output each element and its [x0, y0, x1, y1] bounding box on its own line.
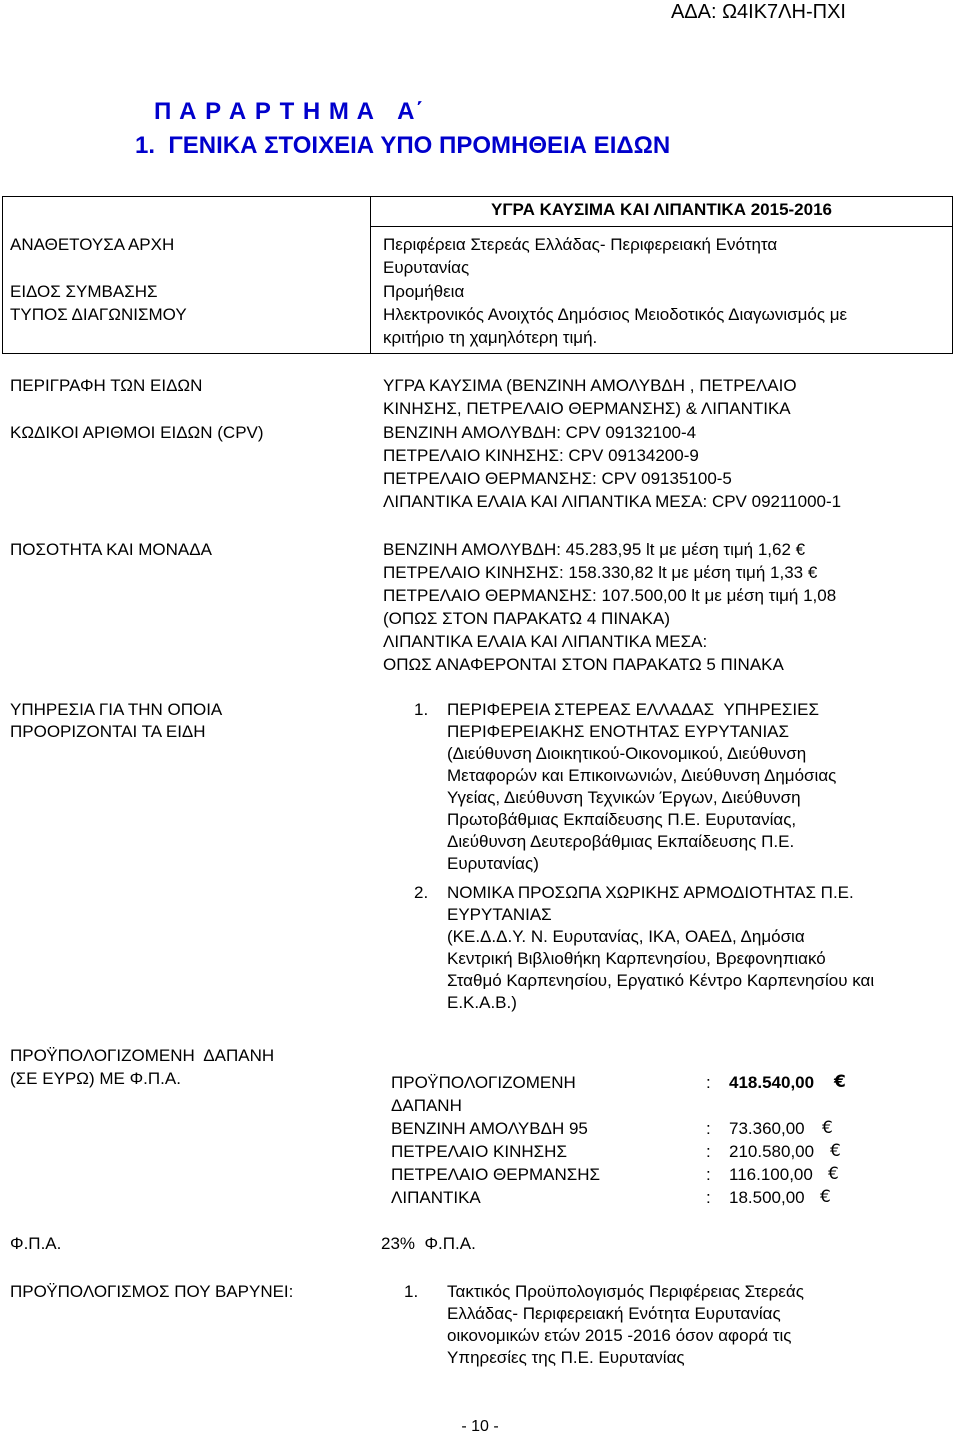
- service-item-2-line: Ε.Κ.Α.Β.): [447, 993, 517, 1012]
- budget-label-line-1: ΠΡΟΫΠΟΛΟΓΙΖΟΜΕΝΗ ΔΑΠΑΝΗ: [10, 1046, 275, 1065]
- service-item-1-line: ΠΕΡΙΦΕΡΕΙΑΚΗΣ ΕΝΟΤΗΤΑΣ ΕΥΡΥΤΑΝΙΑΣ: [447, 722, 790, 741]
- budget-total-colon: :: [706, 1073, 711, 1092]
- service-item-1-line: Διεύθυνση Δευτεροβάθμιας Εκπαίδευσης Π.Ε.: [447, 832, 795, 851]
- quantity-line-6: ΟΠΩΣ ΑΝΑΦΕΡΟΝΤΑΙ ΣΤΟΝ ΠΑΡΑΚΑΤΩ 5 ΠΙΝΑΚΑ: [383, 655, 784, 674]
- budget-row-petrol-colon: :: [706, 1119, 711, 1138]
- euro-icon: €: [828, 1164, 839, 1184]
- budget-row-petrol-name: ΒΕΝΖΙΝΗ ΑΜΟΛΥΒΔΗ 95: [391, 1119, 588, 1138]
- service-item-2-number: 2.: [414, 883, 429, 902]
- budget-row-diesel-colon: :: [706, 1142, 711, 1161]
- description-line-1: ΥΓΡΑ ΚΑΥΣΙΜΑ (ΒΕΝΖΙΝΗ ΑΜΟΛΥΒΔΗ , ΠΕΤΡΕΛΑΙΟ: [383, 376, 797, 395]
- contract-type-value: Προμήθεια: [383, 282, 465, 301]
- budget-row-heating-colon: :: [706, 1165, 711, 1184]
- service-item-1-number: 1.: [414, 700, 429, 719]
- contracting-authority-line-2: Ευρυτανίας: [383, 258, 470, 277]
- box-title-rule: [370, 226, 953, 227]
- service-item-1-line: ΠΕΡΙΦΕΡΕΙΑ ΣΤΕΡΕΑΣ ΕΛΛΑΔΑΣ ΥΠΗΡΕΣΙΕΣ: [447, 700, 819, 719]
- service-item-2-line: (ΚΕ.Δ.Δ.Υ. Ν. Ευρυτανίας, ΙΚΑ, ΟΑΕΔ, Δημόσια: [447, 927, 805, 946]
- euro-icon: €: [834, 1072, 846, 1092]
- section-heading: 1. ΓΕΝΙΚΑ ΣΤΟΙΧΕΙΑ ΥΠΟ ΠΡΟΜΗΘΕΙΑ ΕΙΔΩΝ: [135, 132, 671, 159]
- cpv-line-2: ΠΕΤΡΕΛΑΙΟ ΚΙΝΗΣΗΣ: CPV 09134200-9: [383, 446, 699, 465]
- cpv-line-3: ΠΕΤΡΕΛΑΙΟ ΘΕΡΜΑΝΣΗΣ: CPV 09135100-5: [383, 469, 732, 488]
- box-title: ΥΓΡΑ ΚΑΥΣΙΜΑ ΚΑΙ ΛΙΠΑΝΤΙΚΑ 2015-2016: [490, 200, 832, 219]
- quantity-line-5: ΛΙΠΑΝΤΙΚΑ ΕΛΑΙΑ ΚΑΙ ΛΙΠΑΝΤΙΚΑ ΜΕΣΑ:: [383, 632, 708, 651]
- euro-icon: €: [822, 1118, 833, 1138]
- burden-line: Ελλάδας- Περιφερειακή Ενότητα Ευρυτανίας: [447, 1304, 781, 1323]
- quantity-line-2: ΠΕΤΡΕΛΑΙΟ ΚΙΝΗΣΗΣ: 158.330,82 lt με μέση τιμή 1,33 €: [383, 563, 818, 582]
- quantity-line-1: ΒΕΝΖΙΝΗ ΑΜΟΛΥΒΔΗ: 45.283,95 lt με μέση τιμή 1,62 €: [383, 540, 806, 559]
- description-label: ΠΕΡΙΓΡΑΦΗ ΤΩΝ ΕΙΔΩΝ: [10, 376, 203, 395]
- tender-type-label: ΤΥΠΟΣ ΔΙΑΓΩΝΙΣΜΟΥ: [10, 305, 187, 324]
- service-item-2-line: Κεντρική Βιβλιοθήκη Καρπενησίου, Βρεφονηπιακό: [447, 949, 826, 968]
- cpv-line-1: ΒΕΝΖΙΝΗ ΑΜΟΛΥΒΔΗ: CPV 09132100-4: [383, 423, 697, 442]
- burden-line: οικονομικών ετών 2015 -2016 όσον αφορά τις: [447, 1326, 792, 1345]
- service-item-1-line: (Διεύθυνση Διοικητικού-Οικονομικού, Διεύθυνση: [447, 744, 807, 763]
- burden-line: Υπηρεσίες της Π.Ε. Ευρυτανίας: [447, 1348, 685, 1367]
- service-item-1-line: Πρωτοβάθμιας Εκπαίδευσης Π.Ε. Ευρυτανίας,: [447, 810, 797, 829]
- quantity-line-3: ΠΕΤΡΕΛΑΙΟ ΘΕΡΜΑΝΣΗΣ: 107.500,00 lt με μέση τιμή 1,08: [383, 586, 837, 605]
- service-item-2: [447, 882, 874, 1014]
- service-item-1: [447, 699, 836, 875]
- service-item-1-line: Μεταφορών και Επικοινωνιών, Διεύθυνση Δημόσιας: [447, 766, 837, 785]
- service-item-1-line: Υγείας, Διεύθυνση Τεχνικών Έργων, Διεύθυνση: [447, 788, 801, 807]
- euro-icon: €: [830, 1141, 841, 1161]
- contracting-authority-label: ΑΝΑΘΕΤΟΥΣΑ ΑΡΧΗ: [10, 235, 175, 254]
- burden-item: [447, 1281, 804, 1369]
- burden-line: Τακτικός Προϋπολογισμός Περιφέρειας Στερεάς: [447, 1282, 804, 1301]
- service-item-2-line: ΕΥΡΥΤΑΝΙΑΣ: [447, 905, 552, 924]
- budget-row-diesel-amount: 210.580,00: [729, 1142, 815, 1161]
- vat-value: 23% Φ.Π.Α.: [381, 1234, 476, 1253]
- tender-type-line-2: κριτήριο τη χαμηλότερη τιμή.: [383, 328, 598, 347]
- budget-row-heating-amount: 116.100,00: [729, 1165, 813, 1184]
- description-line-2: ΚΙΝΗΣΗΣ, ΠΕΤΡΕΛΑΙΟ ΘΕΡΜΑΝΣΗΣ) & ΛΙΠΑΝΤΙΚΑ: [383, 399, 791, 418]
- service-item-2-line: ΝΟΜΙΚΑ ΠΡΟΣΩΠΑ ΧΩΡΙΚΗΣ ΑΡΜΟΔΙΟΤΗΤΑΣ Π.Ε.: [447, 883, 854, 902]
- contract-type-label: ΕΙΔΟΣ ΣΥΜΒΑΣΗΣ: [10, 282, 158, 301]
- budget-row-lubricants-name: ΛΙΠΑΝΤΙΚΑ: [391, 1188, 481, 1207]
- cpv-line-4: ΛΙΠΑΝΤΙΚΑ ΕΛΑΙΑ ΚΑΙ ΛΙΠΑΝΤΙΚΑ ΜΕΣΑ: CPV 09211000-1: [383, 492, 842, 511]
- services-label-line-2: ΠΡΟΟΡΙΖΟΝΤΑΙ ΤΑ ΕΙΔΗ: [10, 722, 206, 741]
- tender-type-line-1: Ηλεκτρονικός Ανοιχτός Δημόσιος Μειοδοτικός Διαγωνισμός με: [383, 305, 848, 324]
- ada-code: ΑΔΑ: Ω4ΙΚ7ΛΗ-ΠΧΙ: [670, 1, 846, 23]
- euro-icon: €: [820, 1187, 831, 1207]
- quantity-line-4: (ΟΠΩΣ ΣΤΟΝ ΠΑΡΑΚΑΤΩ 4 ΠΙΝΑΚΑ): [383, 609, 670, 628]
- budget-label-line-2: (ΣΕ ΕΥΡΩ) ΜΕ Φ.Π.Α.: [10, 1069, 181, 1088]
- budget-row-petrol-amount: 73.360,00: [729, 1119, 805, 1138]
- service-item-2-line: Σταθμό Καρπενησίου, Εργατικό Κέντρο Καρπενησίου και: [447, 971, 875, 990]
- contracting-authority-line-1: Περιφέρεια Στερεάς Ελλάδας- Περιφερειακή Ενότητα: [383, 235, 778, 254]
- services-label-line-1: ΥΠΗΡΕΣΙΑ ΓΙΑ ΤΗΝ ΟΠΟΙΑ: [10, 700, 223, 719]
- annex-title: Π Α Ρ Α Ρ Τ Η Μ Α Α΄: [154, 98, 425, 125]
- quantity-label: ΠΟΣΟΤΗΤΑ ΚΑΙ ΜΟΝΑΔΑ: [10, 540, 212, 559]
- page-number: - 10 -: [461, 1418, 499, 1435]
- vat-label: Φ.Π.Α.: [10, 1234, 62, 1253]
- burden-label: ΠΡΟΫΠΟΛΟΓΙΣΜΟΣ ΠΟΥ ΒΑΡΥΝΕΙ:: [10, 1282, 294, 1301]
- budget-row-diesel-name: ΠΕΤΡΕΛΑΙΟ ΚΙΝΗΣΗΣ: [391, 1142, 567, 1161]
- budget-row-lubricants-amount: 18.500,00: [729, 1188, 805, 1207]
- budget-total-name-line-1: ΠΡΟΫΠΟΛΟΓΙΖΟΜΕΝΗ: [391, 1073, 576, 1092]
- budget-total-amount: 418.540,00: [729, 1073, 815, 1092]
- cpv-label: ΚΩΔΙΚΟΙ ΑΡΙΘΜΟΙ ΕΙΔΩΝ (CPV): [10, 423, 264, 442]
- budget-total-name-line-2: ΔΑΠΑΝΗ: [391, 1096, 462, 1115]
- burden-item-number: 1.: [404, 1282, 419, 1301]
- budget-row-lubricants-colon: :: [706, 1188, 711, 1207]
- service-item-1-line: Ευρυτανίας): [447, 854, 539, 873]
- budget-row-heating-name: ΠΕΤΡΕΛΑΙΟ ΘΕΡΜΑΝΣΗΣ: [391, 1165, 601, 1184]
